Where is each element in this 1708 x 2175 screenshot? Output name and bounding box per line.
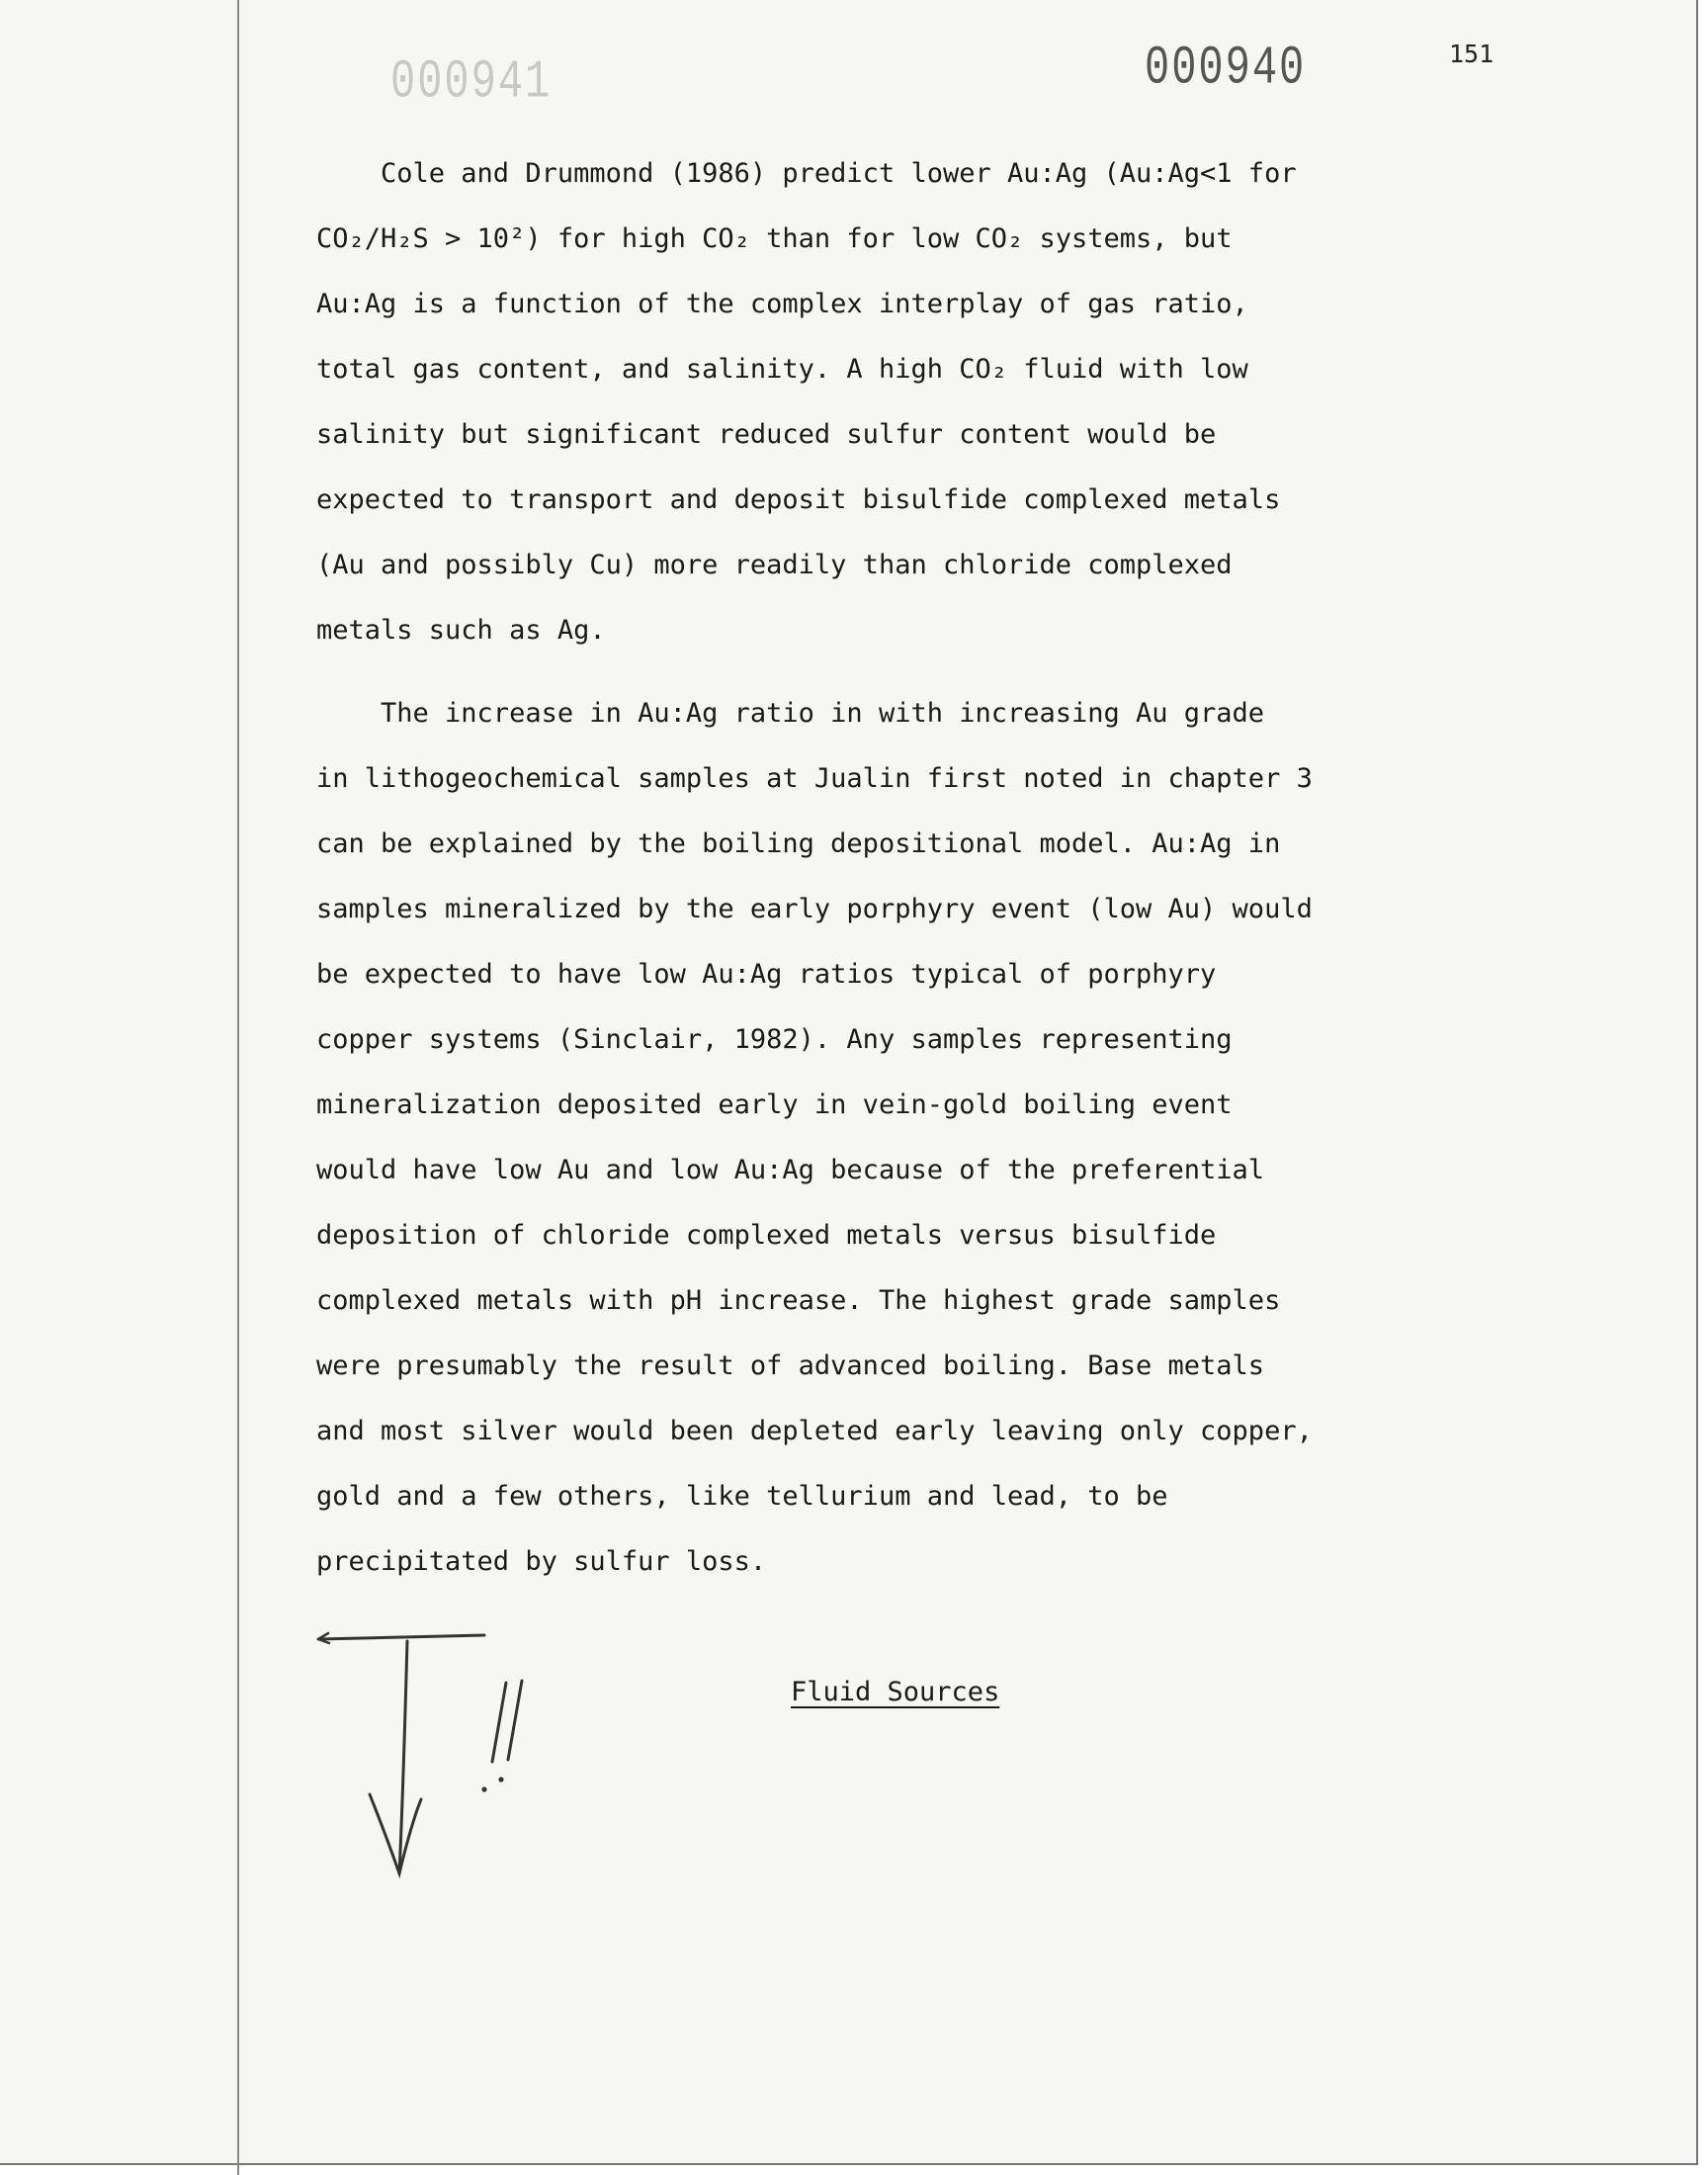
text-line: salinity but significant reduced sulfur content would be (316, 419, 1217, 450)
serial-number: 000940 (1145, 38, 1307, 100)
text-line: Cole and Drummond (1986) predict lower Au:Ag (Au:Ag<1 for (316, 158, 1297, 189)
text-line: The increase in Au:Ag ratio in with increasing Au grade (316, 698, 1265, 729)
page-number: 151 (1449, 40, 1494, 68)
section-heading: Fluid Sources (791, 1677, 1000, 1707)
text-line: expected to transport and deposit bisulfide complexed metals (316, 484, 1281, 515)
text-line: can be explained by the boiling depositional model. Au:Ag in (316, 828, 1281, 859)
text-line: precipitated by sulfur loss. (316, 1546, 767, 1577)
handwritten-down-arrow-annotation (297, 1621, 554, 1918)
text-line: deposition of chloride complexed metals versus bisulfide (316, 1220, 1217, 1251)
text-line: were presumably the result of advanced boiling. Base metals (316, 1350, 1265, 1381)
text-line: Au:Ag is a function of the complex interplay of gas ratio, (316, 289, 1248, 319)
text-line: mineralization deposited early in vein-gold boiling event (316, 1089, 1233, 1120)
text-line: copper systems (Sinclair, 1982). Any samples representing (316, 1024, 1233, 1055)
text-line: CO₂/H₂S > 10²) for high CO₂ than for low CO₂ systems, but (316, 223, 1233, 254)
text-line: total gas content, and salinity. A high CO₂ fluid with low (316, 354, 1248, 385)
text-line: and most silver would been depleted early leaving only copper, (316, 1416, 1313, 1446)
faded-serial-number: 000941 (390, 51, 553, 114)
text-line: be expected to have low Au:Ag ratios typical of porphyry (316, 959, 1217, 990)
text-line: would have low Au and low Au:Ag because of the preferential (316, 1155, 1265, 1185)
text-line: metals such as Ag. (316, 615, 606, 646)
text-line: gold and a few others, like tellurium and lead, to be (316, 1481, 1168, 1512)
binding-margin-line (237, 0, 239, 2175)
text-line: samples mineralized by the early porphyry event (low Au) would (316, 894, 1313, 924)
text-line: in lithogeochemical samples at Jualin first noted in chapter 3 (316, 763, 1313, 794)
text-line: (Au and possibly Cu) more readily than chloride complexed (316, 550, 1233, 580)
text-line: complexed metals with pH increase. The highest grade samples (316, 1285, 1281, 1316)
